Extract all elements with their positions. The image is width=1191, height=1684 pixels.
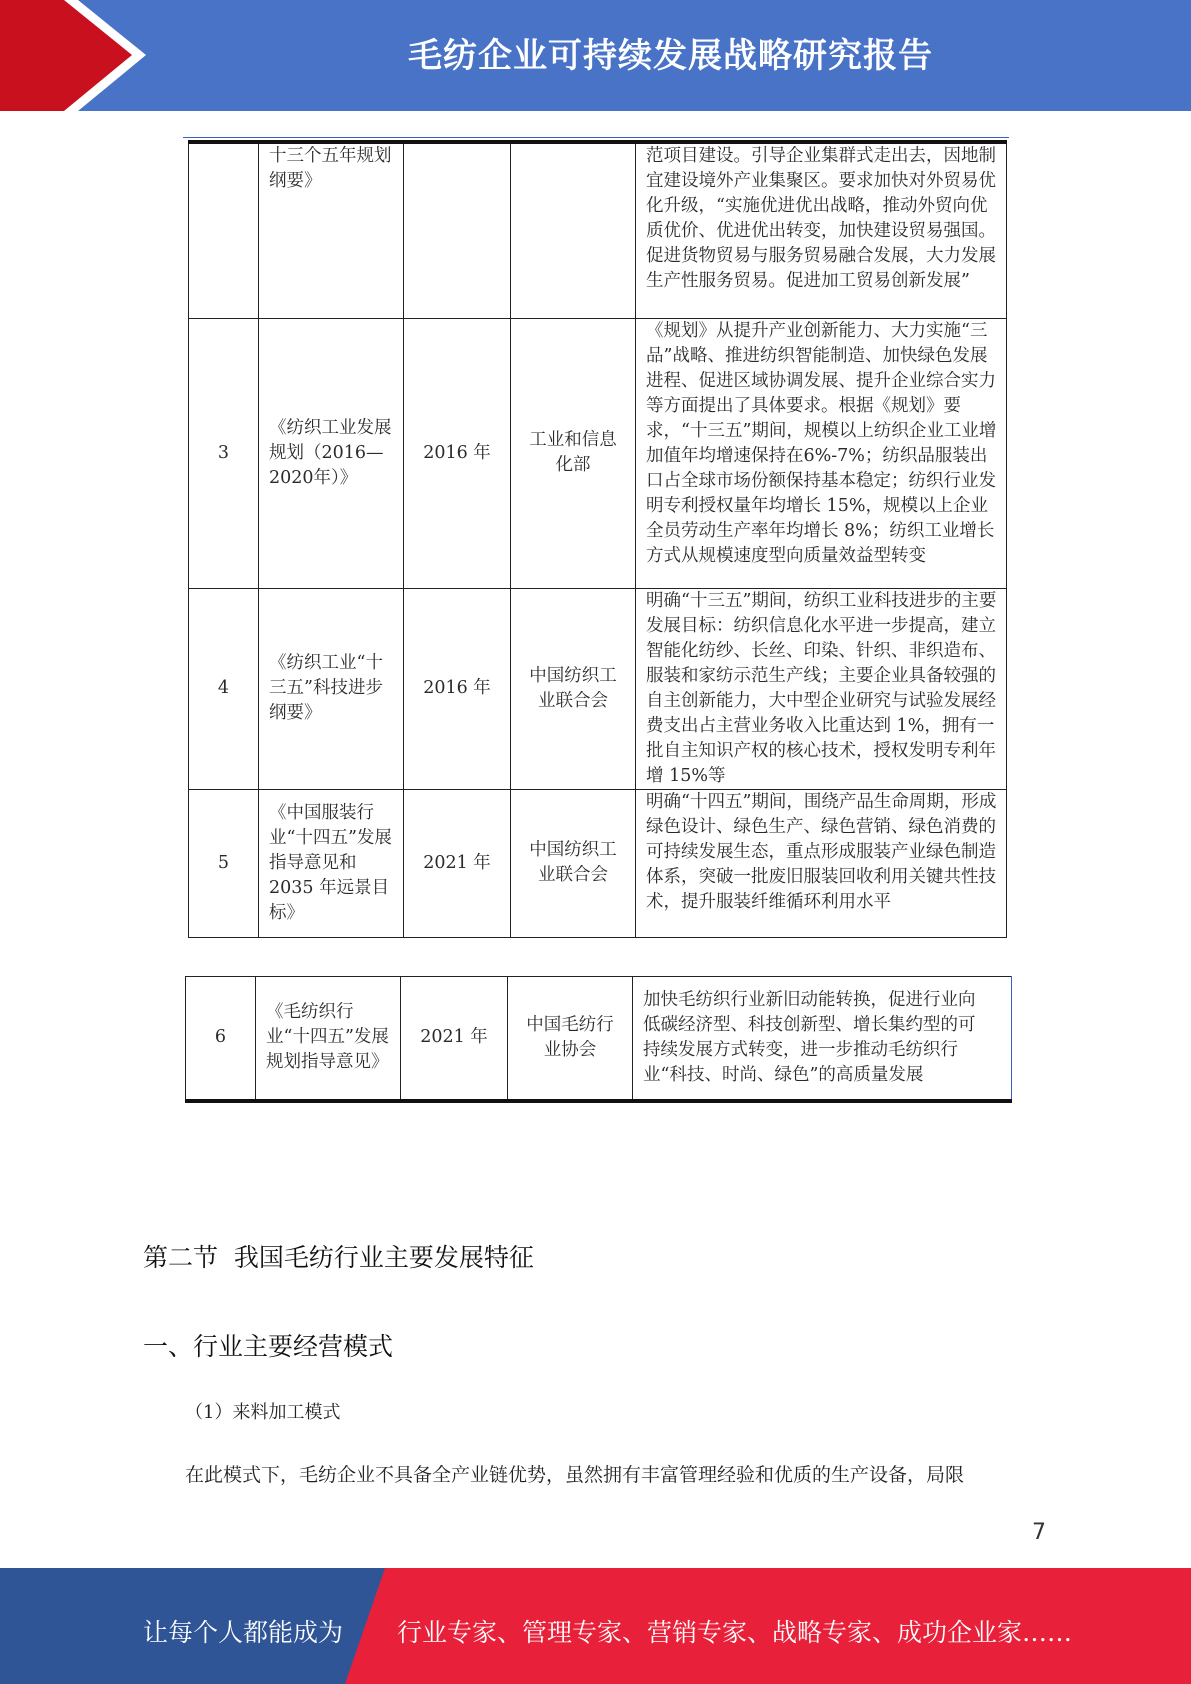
table-cell-year: 2021 年 bbox=[401, 977, 508, 1101]
table-cell-dept: 中国毛纺行业协会 bbox=[508, 977, 633, 1101]
table-cell-name: 十三个五年规划纲要》 bbox=[259, 142, 404, 318]
chevron-logo-icon bbox=[0, 0, 160, 111]
table-cell-name: 《中国服装行业“十四五”发展指导意见和 2035 年远景目标》 bbox=[259, 789, 404, 937]
table-cell-num: 6 bbox=[186, 977, 256, 1101]
table-cell-dept: 中国纺织工业联合会 bbox=[511, 588, 636, 789]
report-header bbox=[0, 0, 1191, 111]
table-cell-dept bbox=[511, 142, 636, 318]
body-paragraph: 在此模式下，毛纺企业不具备全产业链优势，虽然拥有丰富管理经验和优质的生产设备，局限 bbox=[185, 1464, 965, 1486]
table-cell-desc: 明确“十三五”期间，纺织工业科技进步的主要发展目标：纺织信息化水平进一步提高，建立智能化纺纱、长丝、印染、针织、非织造布、服装和家纺示范生产线；主要企业具备较强的自主创新能力，大中型企业研究与试验发展经费支出占主营业务收入比重达到 1%，拥有一批自主知识产权的核心技术，授权发明专利年增 15%等 bbox=[636, 588, 1007, 789]
table-row bbox=[189, 588, 1007, 789]
policy-table-continued bbox=[185, 976, 1012, 1103]
table-cell-year bbox=[404, 142, 511, 318]
table-cell-year: 2016 年 bbox=[404, 318, 511, 588]
table-cell-num: 4 bbox=[189, 588, 259, 789]
table-cell-desc: 范项目建设。引导企业集群式走出去，因地制宜建设境外产业集聚区。要求加快对外贸易优化升级，“实施优进优出战略，推动外贸向优质优价、优进优出转变，加快建设贸易强国。促进货物贸易与服务贸易融合发展，大力发展生产性服务贸易。促进加工贸易创新发展” bbox=[636, 142, 1007, 318]
table-cell-name: 《毛纺织行业“十四五”发展规划指导意见》 bbox=[256, 977, 401, 1101]
table-cell-year: 2016 年 bbox=[404, 588, 511, 789]
table-row bbox=[189, 318, 1007, 588]
list-item-label: （1）来料加工模式 bbox=[185, 1402, 341, 1423]
table-cell-year: 2021 年 bbox=[404, 789, 511, 937]
table-cell-desc: 加快毛纺织行业新旧动能转换，促进行业向低碳经济型、科技创新型、增长集约型的可持续发展方式转变，进一步推动毛纺织行业“科技、时尚、绿色”的高质量发展 bbox=[633, 977, 1012, 1101]
page-number: 7 bbox=[1032, 1520, 1046, 1545]
section-heading: 第二节 我国毛纺行业主要发展特征 bbox=[143, 1243, 534, 1272]
table-cell-dept: 中国纺织工业联合会 bbox=[511, 789, 636, 937]
footer-slogan-left: 让每个人都能成为 bbox=[143, 1618, 344, 1647]
table-top-rule bbox=[183, 137, 1009, 138]
footer-slogan-right: 行业专家、管理专家、营销专家、战略专家、成功企业家…… bbox=[397, 1618, 1073, 1647]
table-row bbox=[186, 977, 1012, 1101]
table-cell-num: 3 bbox=[189, 318, 259, 588]
table-cell-num: 5 bbox=[189, 789, 259, 937]
subsection-heading: 一、行业主要经营模式 bbox=[143, 1332, 394, 1361]
table-cell-desc: 明确“十四五”期间，围绕产品生命周期，形成绿色设计、绿色生产、绿色营销、绿色消费的可持续发展生态，重点形成服装产业绿色制造体系，突破一批废旧服装回收利用关键共性技术，提升服装纤维循环利用水平 bbox=[636, 789, 1007, 937]
table-row bbox=[189, 142, 1007, 318]
table-row bbox=[189, 789, 1007, 937]
policy-table bbox=[188, 140, 1007, 938]
report-title: 毛纺企业可持续发展战略研究报告 bbox=[408, 36, 933, 76]
table-cell-desc: 《规划》从提升产业创新能力、大力实施“三品”战略、推进纺织智能制造、加快绿色发展进程、促进区域协调发展、提升企业综合实力等方面提出了具体要求。根据《规划》要求，“十三五”期间，规模以上纺织企业工业增加值年均增速保持在6%-7%；纺织品服装出口占全球市场份额保持基本稳定；纺织行业发明专利授权量年均增长 15%，规模以上企业全员劳动生产率年均增长 8%；纺织工业增长方式从规模速度型向质量效益型转变 bbox=[636, 318, 1007, 588]
table-cell-dept: 工业和信息化部 bbox=[511, 318, 636, 588]
table-cell-name: 《纺织工业发展规划（2016—2020年）》 bbox=[259, 318, 404, 588]
table-cell-name: 《纺织工业“十三五”科技进步纲要》 bbox=[259, 588, 404, 789]
table-cell-num bbox=[189, 142, 259, 318]
footer-banner bbox=[0, 1568, 1191, 1684]
